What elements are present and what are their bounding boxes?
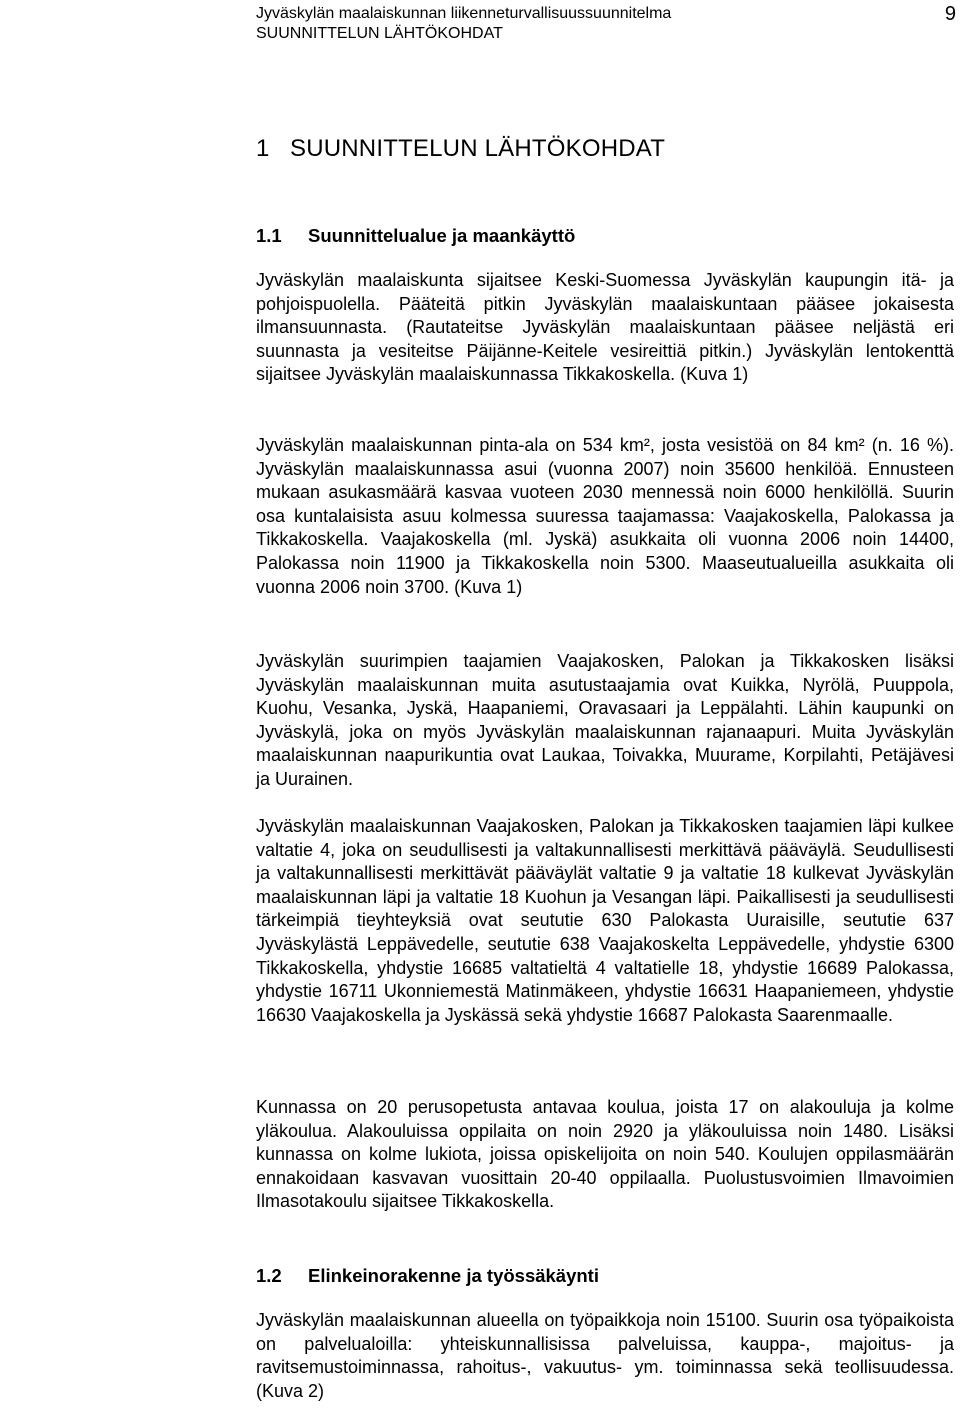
section-heading-1-2 [256,1265,599,1287]
chapter-title: SUUNNITTELUN LÄHTÖKOHDAT [290,135,666,162]
section-number: 1.2 [256,1265,282,1286]
paragraph-roads: Jyväskylän maalaiskunnan Vaajakosken, Palokan ja Tikkakosken taajamien läpi kulkee valtatie 4, joka on seudullisesti ja valtakunnallisesti merkittävä pääväylä. Seudullisesti ja valtakunnallisesti merkittävät pääväylät valtatie 9 ja valtatie 18 kulkevat Jyväskylän maalaiskunnan läpi ja valtatie 18 Kuohun ja Vesangan läpi. Paikallisesti ja seudullisesti tärkeimpiä tieyhteyksiä ovat seututie 630 Palokasta Uuraisille, seututie 637 Jyväskylästä Leppävedelle, seututie 638 Vaajakoskelta Leppävedelle, yhdystie 6300 Tikkakoskella, yhdystie 16685 valtatieltä 4 valtatielle 18, yhdystie 16689 Palokassa, yhdystie 16711 Ukonniemestä Matinmäkeen, yhdystie 16631 Haapaniemeen, yhdystie 16630 Vaajakoskella ja Jyskässä sekä yhdystie 16687 Palokasta Saarenmaalle. [256,816,954,1025]
paragraph-location: Jyväskylän maalaiskunta sijaitsee Keski-Suomessa Jyväskylän kaupungin itä- ja pohjoispuolella. Pääteitä pitkin Jyväskylän maalaiskuntaan pääsee jokaisesta ilmansuunnasta. (Rautateitse Jyväskylän maalaiskuntaan pääsee neljästä eri suunnasta ja vesiteitse Päijänne-Keitele vesireittiä pitkin.) Jyväskylän lentokenttä sijaitsee Jyväskylän maalaiskunnassa Tikkakoskella. (Kuva 1) [256,270,954,385]
page-number: 9 [944,3,956,25]
chapter-number: 1 [256,135,270,162]
section-number: 1.1 [256,225,282,246]
section-title: Suunnittelualue ja maankäyttö [308,225,576,246]
chapter-heading [256,135,665,163]
paragraph-employment: Jyväskylän maalaiskunnan alueella on työpaikkoja noin 15100. Suurin osa työpaikoista on palvelualoilla: yhteiskunnallisissa palveluissa, kauppa-, majoitus- ja ravitsemustoiminnassa, rahoitus-, vakuutus- ym. toiminnassa sekä teollisuudessa. (Kuva 2) [256,1310,954,1401]
page-header [256,4,956,44]
running-section-title: SUUNNITTELUN LÄHTÖKOHDAT [256,25,503,42]
section-heading-1-1 [256,225,575,247]
document-title: Jyväskylän maalaiskunnan liikenneturvallisuussuunnitelma [256,5,672,22]
paragraph-settlements: Jyväskylän suurimpien taajamien Vaajakosken, Palokan ja Tikkakosken lisäksi Jyväskylän maalaiskunnan muita asutustaajamia ovat Kuikka, Nyrölä, Puuppola, Kuohu, Vesanka, Jyskä, Haapaniemi, Oravasaari ja Leppälahti. Lähin kaupunki on Jyväskylä, joka on myös Jyväskylän maalaiskunnan rajanaapuri. Muita Jyväskylän maalaiskunnan naapurikuntia ovat Laukaa, Toivakka, Muurame, Korpilahti, Petäjävesi ja Uurainen. [256,651,954,789]
paragraph-schools: Kunnassa on 20 perusopetusta antavaa koulua, joista 17 on alakouluja ja kolme yläkoulua. Alakouluissa oppilaita on noin 2920 ja yläkouluissa noin 1480. Lisäksi kunnassa on kolme lukiota, joissa opiskelijoita on noin 540. Koulujen oppilasmäärän ennakoidaan kasvavan vuosittain 20-40 oppilaalla. Puolustusvoimien Ilmavoimien Ilmasotakoulu sijaitsee Tikkakoskella. [256,1097,954,1212]
paragraph-population: Jyväskylän maalaiskunnan pinta-ala on 534 km², josta vesistöä on 84 km² (n. 16 %). Jyväskylän maalaiskunnassa asui (vuonna 2007) noin 35600 henkilöä. Ennusteen mukaan asukasmäärä kasvaa vuoteen 2030 mennessä noin 6000 henkilöllä. Suurin osa kuntalaisista asuu kolmessa suuressa taajamassa: Vaajakoskella, Palokassa ja Tikkakoskella. Vaajakoskella (ml. Jyskä) asukkaita oli vuonna 2006 noin 14400, Palokassa noin 11900 ja Tikkakoskella noin 5300. Maaseutualueilla asukkaita oli vuonna 2006 noin 3700. (Kuva 1) [256,435,954,597]
section-title: Elinkeinorakenne ja työssäkäynti [308,1265,599,1286]
